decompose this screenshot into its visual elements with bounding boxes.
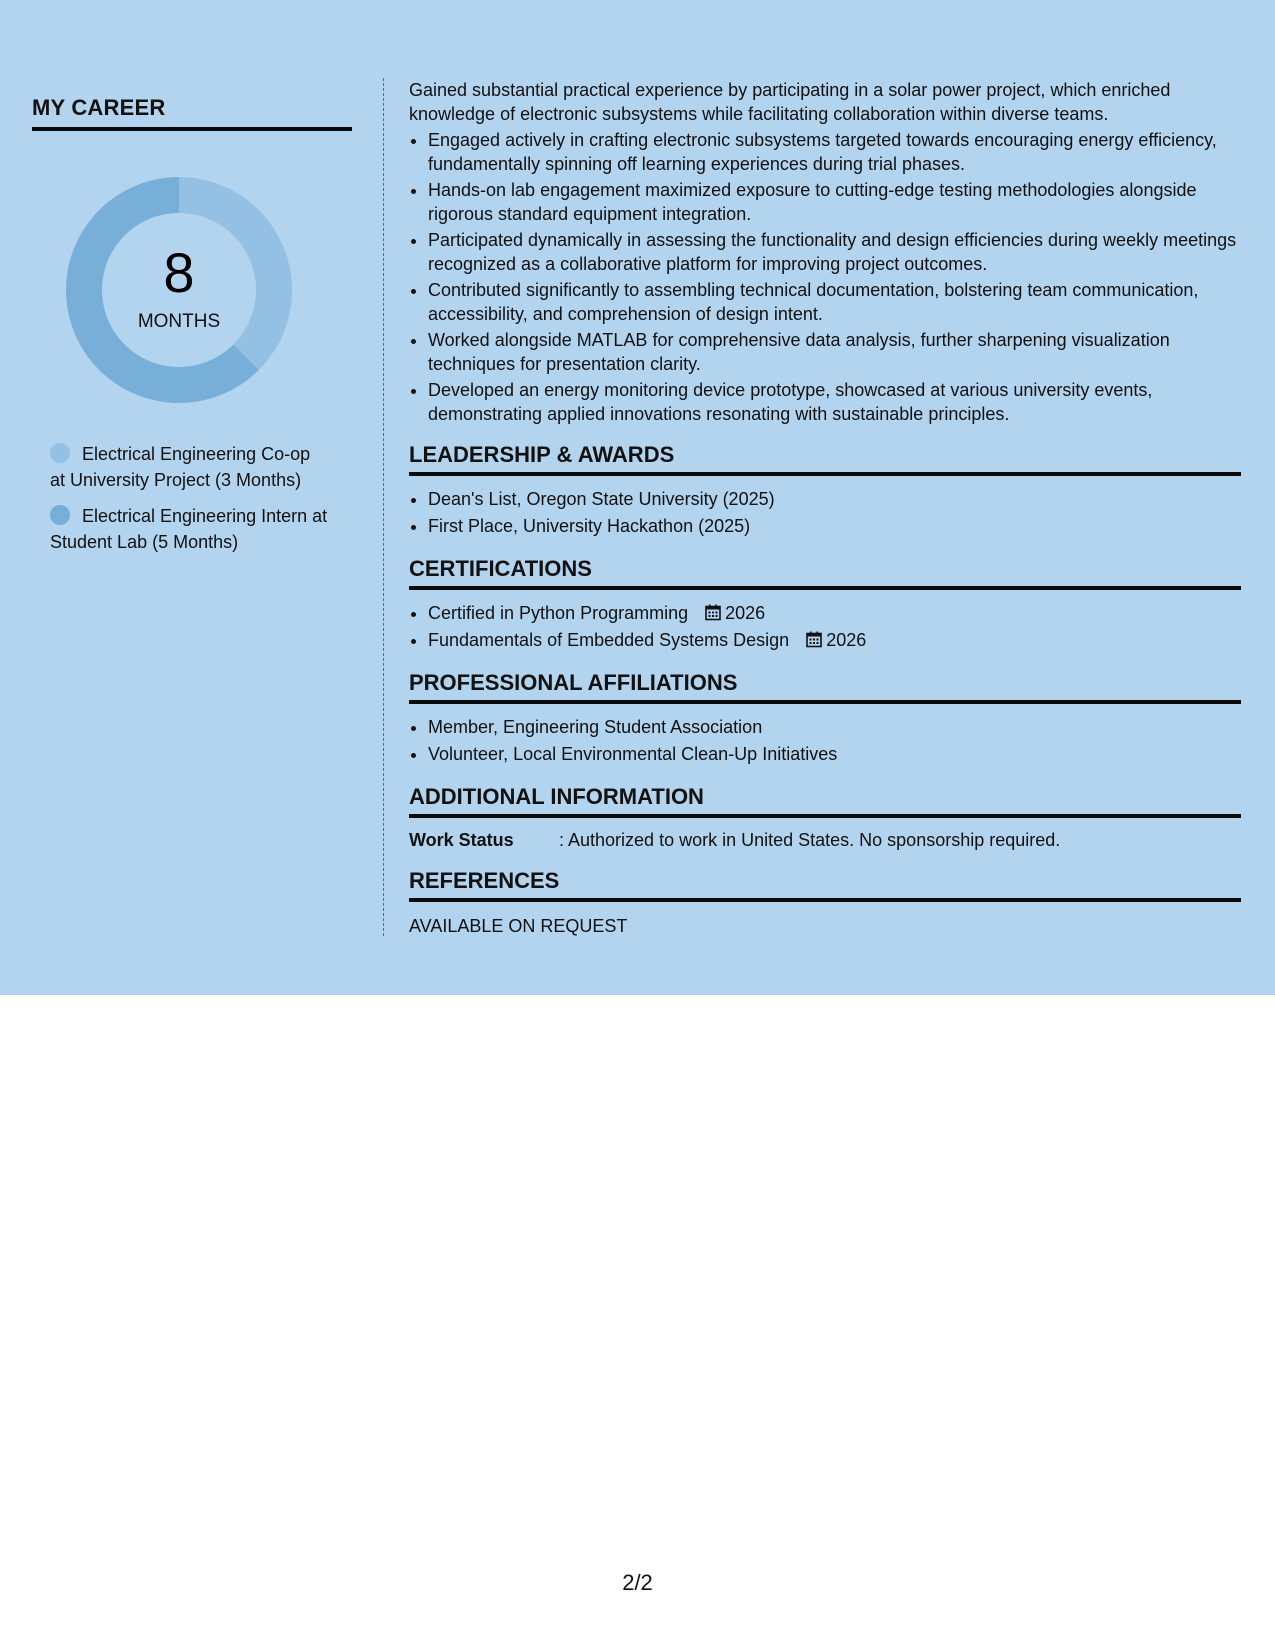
legend-label-intern: Electrical Engineering Intern at Student Lab (5 Months) xyxy=(50,506,328,552)
certification-name: Certified in Python Programming xyxy=(428,603,689,623)
experience-bullet: • Hands-on lab engagement maximized exposure to cutting-edge testing methodologies alongside rigorous standard equipment integration. xyxy=(428,178,1241,226)
career-donut-chart xyxy=(64,175,294,405)
certifications-list xyxy=(409,600,1241,654)
page-number: 2/2 xyxy=(622,1570,653,1595)
legend-label-coop: Electrical Engineering Co-op at University Project (3 Months) xyxy=(50,444,311,490)
experience-bullet: • Developed an energy monitoring device prototype, showcased at various university events, demonstrating applied innovations resonating with sustainable principles. xyxy=(428,378,1241,426)
affiliation-item: • Member, Engineering Student Association xyxy=(428,714,1241,741)
affiliations-title: PROFESSIONAL AFFILIATIONS xyxy=(409,670,1241,704)
legend-item-coop xyxy=(50,441,330,493)
column-divider xyxy=(383,78,384,936)
certification-item xyxy=(428,627,1241,654)
experience-intro: Gained substantial practical experience by participating in a solar power project, which enriched knowledge of electronic subsystems while facilitating collaboration within diverse teams. xyxy=(409,80,1171,124)
leadership-list xyxy=(409,486,1241,540)
experience-bullets xyxy=(409,128,1241,426)
additional-info-title: ADDITIONAL INFORMATION xyxy=(409,784,1241,818)
total-months-unit: MONTHS xyxy=(137,311,221,332)
certification-name: Fundamentals of Embedded Systems Design xyxy=(428,630,790,650)
references-text: AVAILABLE ON REQUEST xyxy=(409,916,628,936)
leadership-item: • Dean's List, Oregon State University (2025) xyxy=(428,486,1241,513)
career-title: MY CAREER xyxy=(32,95,352,131)
calendar-icon xyxy=(806,631,822,648)
certifications-title: CERTIFICATIONS xyxy=(409,556,1241,590)
certification-year: 2026 xyxy=(826,630,867,650)
legend-dot-intern xyxy=(50,505,70,525)
total-months-number: 8 xyxy=(163,241,195,304)
legend-dot-coop xyxy=(50,443,70,463)
work-status-label: Work Status xyxy=(409,830,514,850)
experience-bullet: • Engaged actively in crafting electronic subsystems targeted towards encouraging energy efficiency, fundamentally spinning off learning experiences during trial phases. xyxy=(428,128,1241,176)
leadership-title: LEADERSHIP & AWARDS xyxy=(409,442,1241,476)
calendar-icon xyxy=(705,604,721,621)
work-status-value: : Authorized to work in United States. No sponsorship required. xyxy=(559,830,1061,850)
certification-year: 2026 xyxy=(725,603,766,623)
experience-bullet: • Contributed significantly to assembling technical documentation, bolstering team communication, accessibility, and comprehension of design intent. xyxy=(428,278,1241,326)
career-legend xyxy=(50,441,352,555)
work-status-row xyxy=(409,828,1241,852)
experience-bullet: • Worked alongside MATLAB for comprehensive data analysis, further sharpening visualization techniques for presentation clarity. xyxy=(428,328,1241,376)
references-title: REFERENCES xyxy=(409,868,1241,902)
certification-item xyxy=(428,600,1241,627)
experience-bullet: • Participated dynamically in assessing the functionality and design efficiencies during weekly meetings recognized as a collaborative platform for improving project outcomes. xyxy=(428,228,1241,276)
affiliations-list xyxy=(409,714,1241,768)
legend-item-intern xyxy=(50,503,330,555)
main-content xyxy=(409,78,1241,938)
affiliation-item: • Volunteer, Local Environmental Clean-Up Initiatives xyxy=(428,741,1241,768)
career-sidebar xyxy=(32,95,352,565)
leadership-item: • First Place, University Hackathon (2025) xyxy=(428,513,1241,540)
